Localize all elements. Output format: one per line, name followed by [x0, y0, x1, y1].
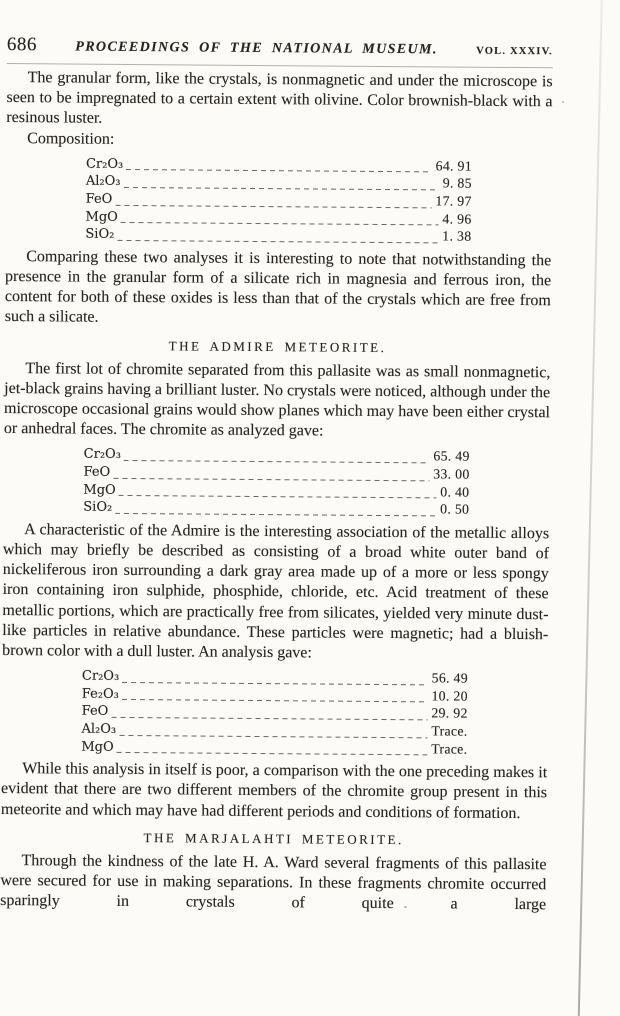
dotted-leader	[123, 187, 438, 190]
dotted-leader	[119, 495, 437, 498]
paragraph-characteristic: A characteristic of the Admire is the interesting association of the metallic alloys which may briefly be described as consisting of a broad white outer band of nickeliferous iron surrounding a dark gray area made up of a more or less spongy iron containing iron sulphide, phosphide, chloride, etc. Acid treatment of these metallic portions, which are practically free from silicates, yielded very minute dust-like particles in relative abundance. These particles were magnetic; had a bluish-brown color with a dull luster. An analysis gave:	[2, 520, 550, 662]
dotted-leader	[113, 477, 429, 480]
compound-formula: MgO	[81, 739, 114, 755]
paragraph-first-lot: The first lot of chromite separated from this pallasite was as small nonmagnetic, jet-black grains having a brilliant luster. No crystals were noticed, although under the microscope occasional grains would show planes which may have been either crystal or anhedral faces. The chromite as analyzed gave:	[3, 359, 551, 440]
dotted-leader	[122, 682, 427, 685]
section-heading-marjalahti: THE MARJALAHTI METEORITE.	[143, 829, 404, 847]
analysis-table-admire-metallic	[81, 668, 468, 759]
page-content	[0, 34, 553, 916]
paragraph-granular-form: The granular form, like the crystals, is nonmagnetic and under the microscope is seen to be impregnated to a certain extent with olivine. Color brownish-black with a resinous luster.	[6, 69, 553, 128]
dotted-leader	[121, 222, 439, 225]
paragraph-comparing-analyses: Comparing these two analyses it is interesting to note that notwithstanding the presence in the granular form of a silicate rich in magnesia and ferrous iron, the content for both of these oxides is less than that of the crystals which are free from such a silicate.	[4, 247, 552, 327]
page-header	[7, 34, 553, 68]
composition-label: Composition:	[27, 129, 115, 148]
analysis-value: 4. 96	[442, 211, 472, 227]
compound-formula: Cr₂O₃	[83, 447, 122, 463]
analysis-value: 0. 50	[440, 501, 470, 517]
dotted-leader	[126, 169, 431, 172]
analysis-value: 56. 49	[431, 670, 469, 686]
compound-formula: MgO	[85, 209, 118, 225]
paragraph-while-analysis: While this analysis in itself is poor, a comparison with the one preceding makes it evident that there are two different members of the chromite group present in this meteorite and which may have had different periods and conditions of formation.	[0, 760, 548, 822]
analysis-row	[81, 738, 467, 759]
compound-formula: SiO₂	[85, 226, 115, 243]
compound-formula: MgO	[83, 482, 116, 498]
compound-formula: Cr₂O₃	[81, 668, 120, 685]
compound-formula: FeO	[85, 191, 113, 207]
dotted-leader	[122, 699, 428, 702]
scan-edge-artifact	[577, 0, 603, 1016]
analysis-value: 10. 20	[431, 688, 468, 704]
analysis-value: 9. 85	[442, 175, 472, 192]
compound-formula: Al₂O₃	[81, 721, 117, 737]
analysis-row	[85, 226, 471, 247]
analysis-value: 33. 00	[433, 466, 470, 482]
scan-speck	[404, 906, 407, 908]
compound-formula: Al₂O₃	[85, 174, 121, 190]
analysis-row	[83, 499, 469, 520]
analysis-table-admire-chromite	[83, 446, 470, 519]
dotted-leader	[111, 717, 427, 720]
running-head-title: PROCEEDINGS OF THE NATIONAL MUSEUM.	[75, 39, 438, 58]
dotted-leader	[117, 752, 428, 755]
analysis-value: 65. 49	[433, 448, 470, 465]
analysis-value: 29. 92	[431, 705, 468, 722]
analysis-value: Trace.	[431, 723, 468, 739]
page-number: 686	[6, 34, 37, 56]
section-heading-admire: THE ADMIRE METEORITE.	[168, 337, 387, 355]
dotted-leader	[124, 460, 429, 463]
compound-formula: FeO	[83, 464, 111, 480]
dotted-leader	[115, 204, 431, 207]
analysis-value: 1. 38	[442, 228, 472, 244]
volume-label: VOL. XXXIV.	[476, 45, 553, 58]
analysis-table-composition	[85, 155, 472, 246]
analysis-value: Trace.	[431, 740, 468, 757]
compound-formula: SiO₂	[83, 499, 113, 516]
analysis-value: 0. 40	[440, 484, 470, 500]
compound-formula: Fe₂O₃	[81, 686, 119, 702]
compound-formula: FeO	[81, 703, 109, 720]
paragraph-through-kindness: Through the kindness of the late H. A. Ward several fragments of this pallasite were secured for use in making separations. In these fragments chromite occurred sparingly in crystals of quite a large	[0, 851, 547, 914]
dotted-leader	[117, 240, 438, 244]
scan-speck	[562, 101, 564, 103]
dotted-leader	[115, 513, 436, 517]
analysis-value: 64. 91	[435, 158, 473, 174]
dotted-leader	[119, 734, 427, 737]
compound-formula: Cr₂O₃	[85, 156, 124, 172]
analysis-value: 17. 97	[435, 193, 472, 209]
